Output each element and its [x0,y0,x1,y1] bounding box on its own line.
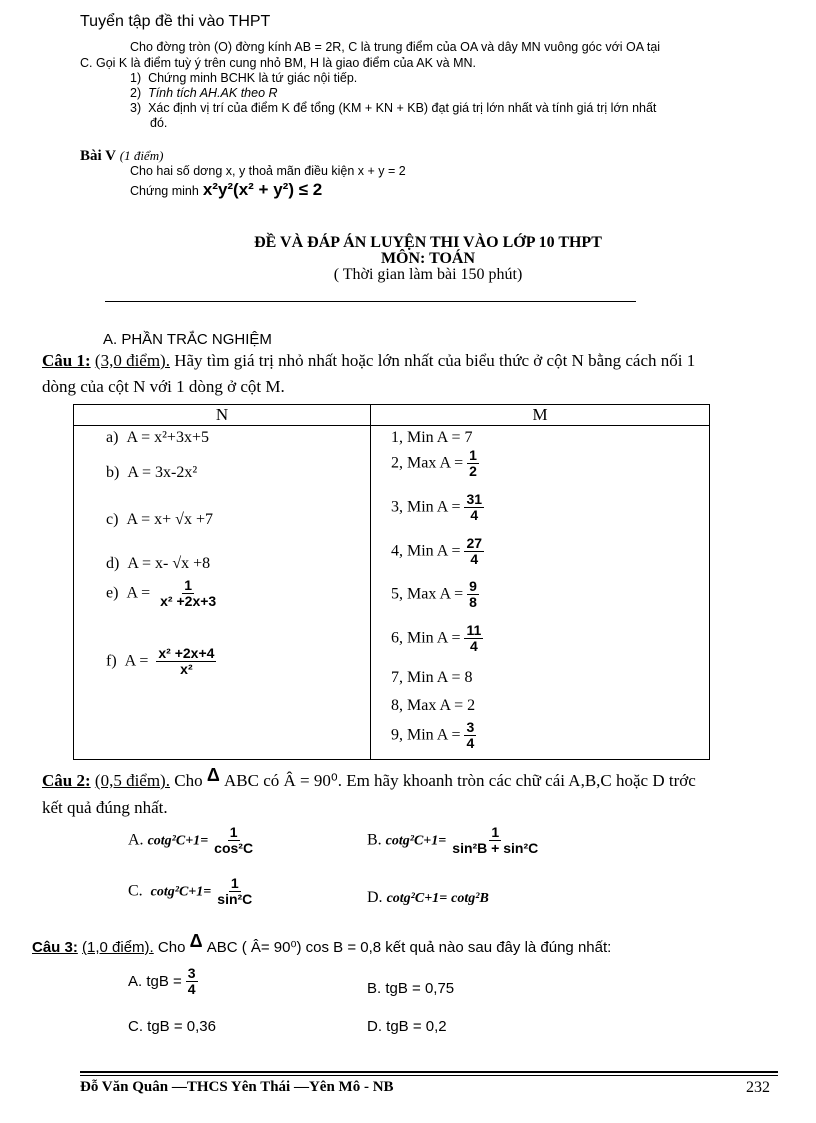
exam-subject: MÔN: TOÁN [380,250,476,267]
q2-option-d: D. cotg²C+1= cotg²B [367,889,489,906]
q3-option-c: C. tgB = 0,36 [128,1018,216,1035]
column-m-header: M [371,405,710,426]
n-item-d: d) A = x- √x +8 [106,555,211,572]
q2-option-c: C. cotg²C+1= $\frac{1}{\text{sin²C}}$ [128,875,253,908]
n-item-e: e) A = $\frac{1}{\text{x² +2x+3}}$ [106,577,217,610]
q2-text-line2: kết quả đúng nhất. [42,798,168,817]
problem5-condition: Cho hai số dơng x, y thoả mãn điều kiện x + y = 2 [130,164,406,178]
problem4-intro-line2: C. Gọi K là điểm tuỳ ý trên cung nhỏ BM, H là giao điểm của AK và MN. [80,56,477,70]
m-item-9: 9, Min A = $\frac{3}{4}$ [391,719,475,752]
q3-text: Câu 3: (1,0 điểm). Cho Δ ABC ( Â= 90⁰) cos B = 0,8 kết quả nào sau đây là đúng nhất: [32,931,612,956]
problem4-item-1: 1) Chứng minh BCHK là tứ giác nội tiếp. [130,71,358,85]
m-item-3: 3, Min A = $\frac{31}{4}$ [391,491,483,524]
m-item-5: 5, Max A = $\frac{9}{8}$ [391,578,477,611]
column-m [371,426,710,760]
q2-option-b: B. cotg²C+1= $\frac{1}{\text{sin²B + sin²C}}$ [367,824,539,857]
footer-rule-bottom [80,1075,778,1076]
problem5-heading: Bài V (1 điểm) [80,148,164,164]
exam-title: ĐỀ VÀ ĐÁP ÁN LUYỆN THI VÀO LỚP 10 THPT [254,234,602,251]
n-item-b: b) A = 3x-2x² [106,464,198,481]
q1-points: (3,0 điểm). [94,351,170,370]
problem4-intro-line1: Cho đờng tròn (O) đờng kính AB = 2R, C là trung điểm của OA và dây MN vuông góc với OA tại [130,40,661,54]
n-item-e-fraction: $\frac{1}{\text{x² +2x+3}}$ [160,577,217,610]
n-item-f-fraction: $\frac{\text{x² +2x+4}}{\text{x²}}$ [158,645,215,678]
q3-option-d: D. tgB = 0,2 [367,1018,447,1035]
q1-text-line2: dòng của cột N với 1 dòng ở cột M. [42,377,285,396]
section-a-title: A. PHẦN TRẮC NGHIỆM [103,331,272,348]
q3-option-b: B. tgB = 0,75 [367,980,455,997]
triangle-icon: Δ [189,931,203,951]
exam-time: ( Thời gian làm bài 150 phút) [333,266,523,283]
m-item-8: 8, Max A = 2 [391,697,476,714]
column-n-header: N [74,405,371,426]
q2-text-line1: Câu 2: (0,5 điểm). Cho Δ ABC có Â = 90⁰. Em hãy khoanh tròn các chữ cái A,B,C hoặc D trớc [42,765,696,790]
problem4-item-3: 3) Xác định vị trí của điểm K để tổng (KM + KN + KB) đạt giá trị lớn nhất và tính giá trị lớn nhất [130,101,657,115]
n-item-c: c) A = x+ √x +7 [106,511,213,528]
q2-label: Câu 2: [42,771,91,790]
page-number: 232 [746,1079,770,1096]
running-header: Tuyển tập đề thi vào THPT [80,13,271,30]
m-item-6: 6, Min A = $\frac{11}{4}$ [391,622,482,655]
problem5-claim: Chứng minh x²y²(x² + y²) ≤ 2 [130,180,323,199]
n-item-f: f) A = $\frac{\text{x² +2x+4}}{\text{x²}}$ [106,645,215,678]
q1-text-line1: Câu 1: (3,0 điểm). Hãy tìm giá trị nhỏ nhất hoặc lớn nhất của biểu thức ở cột N bằng cách nối 1 [42,351,696,370]
m-item-2: 2, Max A = $\frac{1}{2}$ [391,447,477,480]
q2-points: (0,5 điểm). [94,771,170,790]
m-item-1: 1, Min A = 7 [391,429,473,446]
q3-label: Câu 3: [32,939,78,956]
q3-points: (1,0 điểm). [82,939,154,956]
q2-option-a: A. cotg²C+1= $\frac{1}{\text{cos²C}}$ [128,824,254,857]
title-divider [105,301,636,302]
q3-option-a: A. tgB = $\frac{3}{4}$ [128,965,196,998]
n-item-a: a) A = x²+3x+5 [106,429,209,446]
problem4-item-2: 2) Tính tích AH.AK theo R [130,86,278,100]
q1-label: Câu 1: [42,351,91,370]
matching-table [73,404,710,760]
column-n [74,426,371,760]
m-item-4: 4, Min A = $\frac{27}{4}$ [391,535,483,568]
problem4-item-3-cont: đó. [150,116,168,130]
m-item-7: 7, Min A = 8 [391,669,473,686]
problem5-formula: x²y²(x² + y²) ≤ 2 [202,180,323,199]
footer-rule-top [80,1071,778,1073]
footer-author: Đỗ Văn Quân —THCS Yên Thái —Yên Mô - NB [80,1079,394,1095]
triangle-icon: Δ [206,765,220,785]
